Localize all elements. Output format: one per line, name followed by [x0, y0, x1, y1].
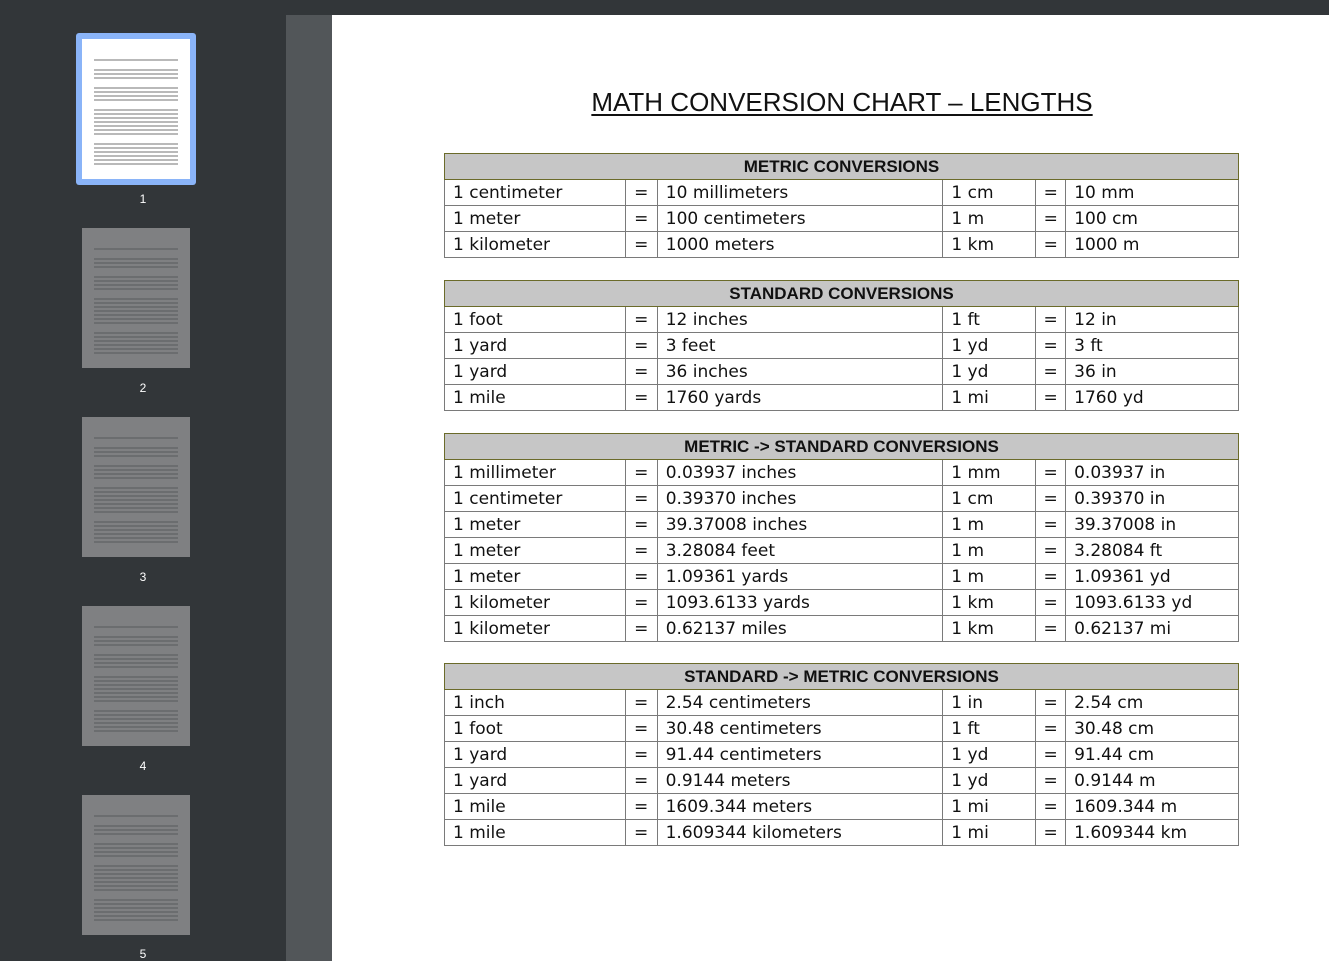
page-thumbnail-2[interactable]: [82, 228, 190, 368]
table-row: [445, 206, 1239, 232]
thumbnail-text-line: [94, 718, 178, 720]
thumbnail-text-line: [94, 348, 178, 350]
thumbnail-text-line: [94, 499, 178, 501]
table-cell: 1 m: [943, 538, 1036, 564]
table-cell: 1 mi: [943, 385, 1036, 411]
table-cell: =: [625, 590, 657, 616]
table-cell: 1 km: [943, 616, 1036, 642]
thumbnail-text-line: [94, 680, 178, 682]
table-cell: 1 cm: [943, 180, 1036, 206]
table-cell: 1609.344 meters: [657, 794, 943, 820]
thumbnail-text-line: [94, 147, 178, 149]
thumbnail-text-line: [94, 129, 178, 131]
table-cell: =: [625, 716, 657, 742]
thumbnail-text-line: [94, 302, 178, 304]
thumbnail-text-line: [94, 521, 178, 523]
table-cell: =: [625, 512, 657, 538]
thumbnail-text-line: [94, 248, 178, 250]
table-cell: =: [625, 742, 657, 768]
section-header: STANDARD CONVERSIONS: [445, 281, 1239, 307]
table-cell: =: [625, 538, 657, 564]
thumbnail-sidebar: [0, 15, 286, 961]
table-cell: 1 mile: [445, 385, 626, 411]
thumbnail-text-line: [94, 881, 178, 883]
table-row: [445, 616, 1239, 642]
thumbnail-text-line: [94, 873, 178, 875]
thumbnail-text-line: [94, 730, 178, 732]
page-thumbnail-number: 2: [139, 381, 147, 395]
table-cell: 1 meter: [445, 206, 626, 232]
table-row: [445, 690, 1239, 716]
page-thumbnail-number: 5: [139, 947, 147, 961]
table-cell: =: [1036, 742, 1066, 768]
table-cell: 1 centimeter: [445, 486, 626, 512]
thumbnail-text-line: [94, 310, 178, 312]
thumbnail-text-line: [94, 336, 178, 338]
table-cell: =: [1036, 359, 1066, 385]
thumbnail-text-line: [94, 726, 178, 728]
thumbnail-text-line: [94, 525, 178, 527]
thumbnail-text-line: [94, 69, 178, 71]
thumbnail-text-line: [94, 529, 178, 531]
section-header: METRIC CONVERSIONS: [445, 154, 1239, 180]
table-cell: 30.48 centimeters: [657, 716, 943, 742]
thumbnail-text-line: [94, 676, 178, 678]
page-thumbnail-3[interactable]: [82, 417, 190, 557]
thumbnail-text-line: [94, 911, 178, 913]
thumbnail-text-line: [94, 662, 178, 664]
table-cell: 0.39370 in: [1066, 486, 1239, 512]
thumbnail-text-line: [94, 159, 178, 161]
page-thumbnail-4[interactable]: [82, 606, 190, 746]
thumbnail-text-line: [94, 688, 178, 690]
table-cell: =: [625, 486, 657, 512]
table-cell: 3.28084 feet: [657, 538, 943, 564]
table-cell: 0.9144 m: [1066, 768, 1239, 794]
thumbnail-text-line: [94, 117, 178, 119]
table-cell: =: [1036, 716, 1066, 742]
table-cell: 3.28084 ft: [1066, 538, 1239, 564]
thumbnail-text-line: [94, 865, 178, 867]
table-cell: =: [1036, 460, 1066, 486]
thumbnail-text-line: [94, 473, 178, 475]
table-cell: 1093.6133 yards: [657, 590, 943, 616]
table-cell: =: [625, 359, 657, 385]
thumbnail-text-line: [94, 843, 178, 845]
thumbnail-text-line: [94, 907, 178, 909]
table-row: [445, 232, 1239, 258]
table-cell: 1 yard: [445, 742, 626, 768]
viewer-toolbar: [0, 0, 1329, 15]
table-cell: =: [625, 820, 657, 846]
table-cell: =: [1036, 486, 1066, 512]
table-cell: =: [1036, 768, 1066, 794]
table-row: [445, 333, 1239, 359]
table-cell: =: [1036, 794, 1066, 820]
thumbnail-text-line: [94, 915, 178, 917]
thumbnail-text-line: [94, 919, 178, 921]
table-cell: 12 in: [1066, 307, 1239, 333]
table-cell: =: [625, 307, 657, 333]
thumbnail-text-line: [94, 121, 178, 123]
thumbnail-text-line: [94, 658, 178, 660]
thumbnail-text-line: [94, 644, 178, 646]
table-row: [445, 359, 1239, 385]
thumbnail-text-line: [94, 455, 178, 457]
page-thumbnail-number: 4: [139, 759, 147, 773]
thumbnail-text-line: [94, 163, 178, 165]
thumbnail-text-line: [94, 626, 178, 628]
table-cell: 1 mile: [445, 794, 626, 820]
thumbnail-text-line: [94, 332, 178, 334]
thumbnail-text-line: [94, 654, 178, 656]
thumbnail-text-line: [94, 465, 178, 467]
table-cell: =: [625, 616, 657, 642]
table-cell: 12 inches: [657, 307, 943, 333]
table-cell: =: [1036, 690, 1066, 716]
thumbnail-text-line: [94, 847, 178, 849]
table-cell: 30.48 cm: [1066, 716, 1239, 742]
table-cell: =: [1036, 538, 1066, 564]
table-cell: =: [1036, 307, 1066, 333]
table-row: [445, 385, 1239, 411]
thumbnail-text-line: [94, 77, 178, 79]
table-row: [445, 564, 1239, 590]
thumbnail-text-line: [94, 133, 178, 135]
thumbnail-text-line: [94, 885, 178, 887]
table-row: [445, 820, 1239, 846]
table-cell: 39.37008 in: [1066, 512, 1239, 538]
table-cell: 1000 m: [1066, 232, 1239, 258]
thumbnail-text-line: [94, 306, 178, 308]
table-cell: 1 centimeter: [445, 180, 626, 206]
table-row: [445, 590, 1239, 616]
thumbnail-text-line: [94, 109, 178, 111]
table-cell: =: [1036, 206, 1066, 232]
table-cell: =: [625, 180, 657, 206]
table-cell: 1 mm: [943, 460, 1036, 486]
table-cell: 91.44 centimeters: [657, 742, 943, 768]
thumbnail-text-line: [94, 829, 178, 831]
thumbnail-text-line: [94, 125, 178, 127]
table-cell: 100 centimeters: [657, 206, 943, 232]
table-cell: 1 yd: [943, 333, 1036, 359]
table-cell: =: [625, 768, 657, 794]
table-cell: 2.54 centimeters: [657, 690, 943, 716]
table-cell: 0.03937 in: [1066, 460, 1239, 486]
table-cell: 36 in: [1066, 359, 1239, 385]
thumbnail-text-line: [94, 266, 178, 268]
table-cell: 1 kilometer: [445, 590, 626, 616]
table-cell: 1 m: [943, 564, 1036, 590]
thumbnail-text-line: [94, 344, 178, 346]
thumbnail-text-line: [94, 113, 178, 115]
table-cell: =: [625, 794, 657, 820]
table-cell: 1 meter: [445, 564, 626, 590]
thumbnail-text-line: [94, 666, 178, 668]
table-cell: 1.09361 yards: [657, 564, 943, 590]
table-cell: 1 m: [943, 512, 1036, 538]
thumbnail-text-line: [94, 280, 178, 282]
page-thumbnail-number: 1: [139, 192, 147, 206]
table-cell: 1 yard: [445, 359, 626, 385]
table-cell: =: [625, 564, 657, 590]
table-cell: =: [625, 206, 657, 232]
thumbnail-text-line: [94, 73, 178, 75]
table-row: [445, 512, 1239, 538]
table-cell: =: [625, 690, 657, 716]
table-row: [445, 742, 1239, 768]
thumbnail-text-line: [94, 91, 178, 93]
table-cell: 0.03937 inches: [657, 460, 943, 486]
table-cell: 1 foot: [445, 716, 626, 742]
thumbnail-text-line: [94, 533, 178, 535]
table-cell: =: [625, 333, 657, 359]
table-cell: =: [1036, 180, 1066, 206]
table-row: [445, 307, 1239, 333]
conversion-table: [444, 153, 1239, 258]
table-cell: 1 inch: [445, 690, 626, 716]
table-cell: 39.37008 inches: [657, 512, 943, 538]
table-cell: 10 millimeters: [657, 180, 943, 206]
table-cell: =: [1036, 385, 1066, 411]
thumbnail-text-line: [94, 825, 178, 827]
table-cell: 3 ft: [1066, 333, 1239, 359]
page-thumbnail-number: 3: [139, 570, 147, 584]
thumbnail-text-line: [94, 636, 178, 638]
table-cell: 1 mile: [445, 820, 626, 846]
table-cell: 0.9144 meters: [657, 768, 943, 794]
table-cell: 0.62137 miles: [657, 616, 943, 642]
table-cell: 1 km: [943, 590, 1036, 616]
table-cell: 1 yd: [943, 359, 1036, 385]
table-cell: =: [1036, 333, 1066, 359]
thumbnail-text-line: [94, 889, 178, 891]
table-cell: 1.609344 kilometers: [657, 820, 943, 846]
thumbnail-text-line: [94, 877, 178, 879]
table-cell: 1 yd: [943, 742, 1036, 768]
section-header: METRIC -> STANDARD CONVERSIONS: [445, 434, 1239, 460]
table-cell: 1.609344 km: [1066, 820, 1239, 846]
table-cell: =: [1036, 616, 1066, 642]
table-cell: =: [1036, 232, 1066, 258]
table-row: [445, 460, 1239, 486]
table-row: [445, 794, 1239, 820]
table-cell: 1 in: [943, 690, 1036, 716]
document-page: [332, 15, 1329, 961]
table-cell: 1 foot: [445, 307, 626, 333]
table-cell: 1000 meters: [657, 232, 943, 258]
table-cell: 1 yard: [445, 768, 626, 794]
thumbnail-text-line: [94, 710, 178, 712]
table-cell: 1 m: [943, 206, 1036, 232]
table-cell: 1 km: [943, 232, 1036, 258]
thumbnail-text-line: [94, 507, 178, 509]
thumbnail-text-line: [94, 487, 178, 489]
table-cell: =: [1036, 590, 1066, 616]
thumbnail-text-line: [94, 258, 178, 260]
thumbnail-text-line: [94, 722, 178, 724]
table-cell: 1 yd: [943, 768, 1036, 794]
thumbnail-text-line: [94, 288, 178, 290]
thumbnail-text-line: [94, 511, 178, 513]
thumbnail-text-line: [94, 447, 178, 449]
thumbnail-text-line: [94, 855, 178, 857]
thumbnail-text-line: [94, 340, 178, 342]
page-thumbnail-5[interactable]: [82, 795, 190, 935]
table-cell: 36 inches: [657, 359, 943, 385]
table-cell: 2.54 cm: [1066, 690, 1239, 716]
thumbnail-text-line: [94, 899, 178, 901]
table-row: [445, 768, 1239, 794]
thumbnail-text-line: [94, 869, 178, 871]
thumbnail-text-line: [94, 541, 178, 543]
table-cell: 1 millimeter: [445, 460, 626, 486]
table-cell: 1 meter: [445, 512, 626, 538]
table-cell: =: [1036, 820, 1066, 846]
thumbnail-text-line: [94, 537, 178, 539]
thumbnail-text-line: [94, 903, 178, 905]
table-cell: 1760 yd: [1066, 385, 1239, 411]
table-cell: 0.39370 inches: [657, 486, 943, 512]
table-cell: 1093.6133 yd: [1066, 590, 1239, 616]
thumbnail-text-line: [94, 59, 178, 61]
thumbnail-text-line: [94, 322, 178, 324]
table-row: [445, 486, 1239, 512]
table-cell: =: [1036, 512, 1066, 538]
thumbnail-text-line: [94, 95, 178, 97]
conversion-table: [444, 663, 1239, 846]
table-cell: =: [625, 385, 657, 411]
viewer-gutter: [286, 15, 332, 961]
thumbnail-text-line: [94, 696, 178, 698]
thumbnail-text-line: [94, 714, 178, 716]
table-row: [445, 716, 1239, 742]
thumbnail-text-line: [94, 469, 178, 471]
table-cell: 1 ft: [943, 307, 1036, 333]
conversion-table: [444, 433, 1239, 642]
thumbnail-text-line: [94, 491, 178, 493]
thumbnail-text-line: [94, 640, 178, 642]
table-cell: 1760 yards: [657, 385, 943, 411]
table-cell: 1 cm: [943, 486, 1036, 512]
thumbnail-text-line: [94, 298, 178, 300]
thumbnail-text-line: [94, 352, 178, 354]
thumbnail-text-line: [94, 815, 178, 817]
thumbnail-text-line: [94, 684, 178, 686]
table-cell: 1 meter: [445, 538, 626, 564]
thumbnail-text-line: [94, 284, 178, 286]
thumbnail-text-line: [94, 495, 178, 497]
table-cell: 1.09361 yd: [1066, 564, 1239, 590]
thumbnail-text-line: [94, 692, 178, 694]
table-cell: 100 cm: [1066, 206, 1239, 232]
thumbnail-text-line: [94, 87, 178, 89]
thumbnail-text-line: [94, 477, 178, 479]
table-cell: =: [625, 232, 657, 258]
table-cell: 1609.344 m: [1066, 794, 1239, 820]
thumbnail-text-line: [94, 451, 178, 453]
section-header: STANDARD -> METRIC CONVERSIONS: [445, 664, 1239, 690]
table-cell: 0.62137 mi: [1066, 616, 1239, 642]
conversion-table: [444, 280, 1239, 411]
thumbnail-text-line: [94, 833, 178, 835]
table-cell: =: [1036, 564, 1066, 590]
table-cell: 1 mi: [943, 820, 1036, 846]
table-cell: 1 mi: [943, 794, 1036, 820]
thumbnail-text-line: [94, 99, 178, 101]
page-thumbnail-1[interactable]: [76, 33, 196, 185]
page-thumbnail-image: [82, 39, 190, 179]
thumbnail-text-line: [94, 262, 178, 264]
page-title: MATH CONVERSION CHART – LENGTHS: [591, 87, 1093, 117]
table-cell: 1 kilometer: [445, 232, 626, 258]
thumbnail-text-line: [94, 151, 178, 153]
thumbnail-text-line: [94, 437, 178, 439]
thumbnail-text-line: [94, 700, 178, 702]
table-cell: 1 kilometer: [445, 616, 626, 642]
table-cell: 1 yard: [445, 333, 626, 359]
table-cell: 91.44 cm: [1066, 742, 1239, 768]
thumbnail-text-line: [94, 143, 178, 145]
thumbnail-text-line: [94, 155, 178, 157]
table-cell: 1 ft: [943, 716, 1036, 742]
table-cell: 3 feet: [657, 333, 943, 359]
thumbnail-text-line: [94, 318, 178, 320]
thumbnail-text-line: [94, 503, 178, 505]
thumbnail-text-line: [94, 314, 178, 316]
table-cell: 10 mm: [1066, 180, 1239, 206]
table-row: [445, 538, 1239, 564]
thumbnail-text-line: [94, 276, 178, 278]
table-cell: =: [625, 460, 657, 486]
thumbnail-text-line: [94, 851, 178, 853]
table-row: [445, 180, 1239, 206]
